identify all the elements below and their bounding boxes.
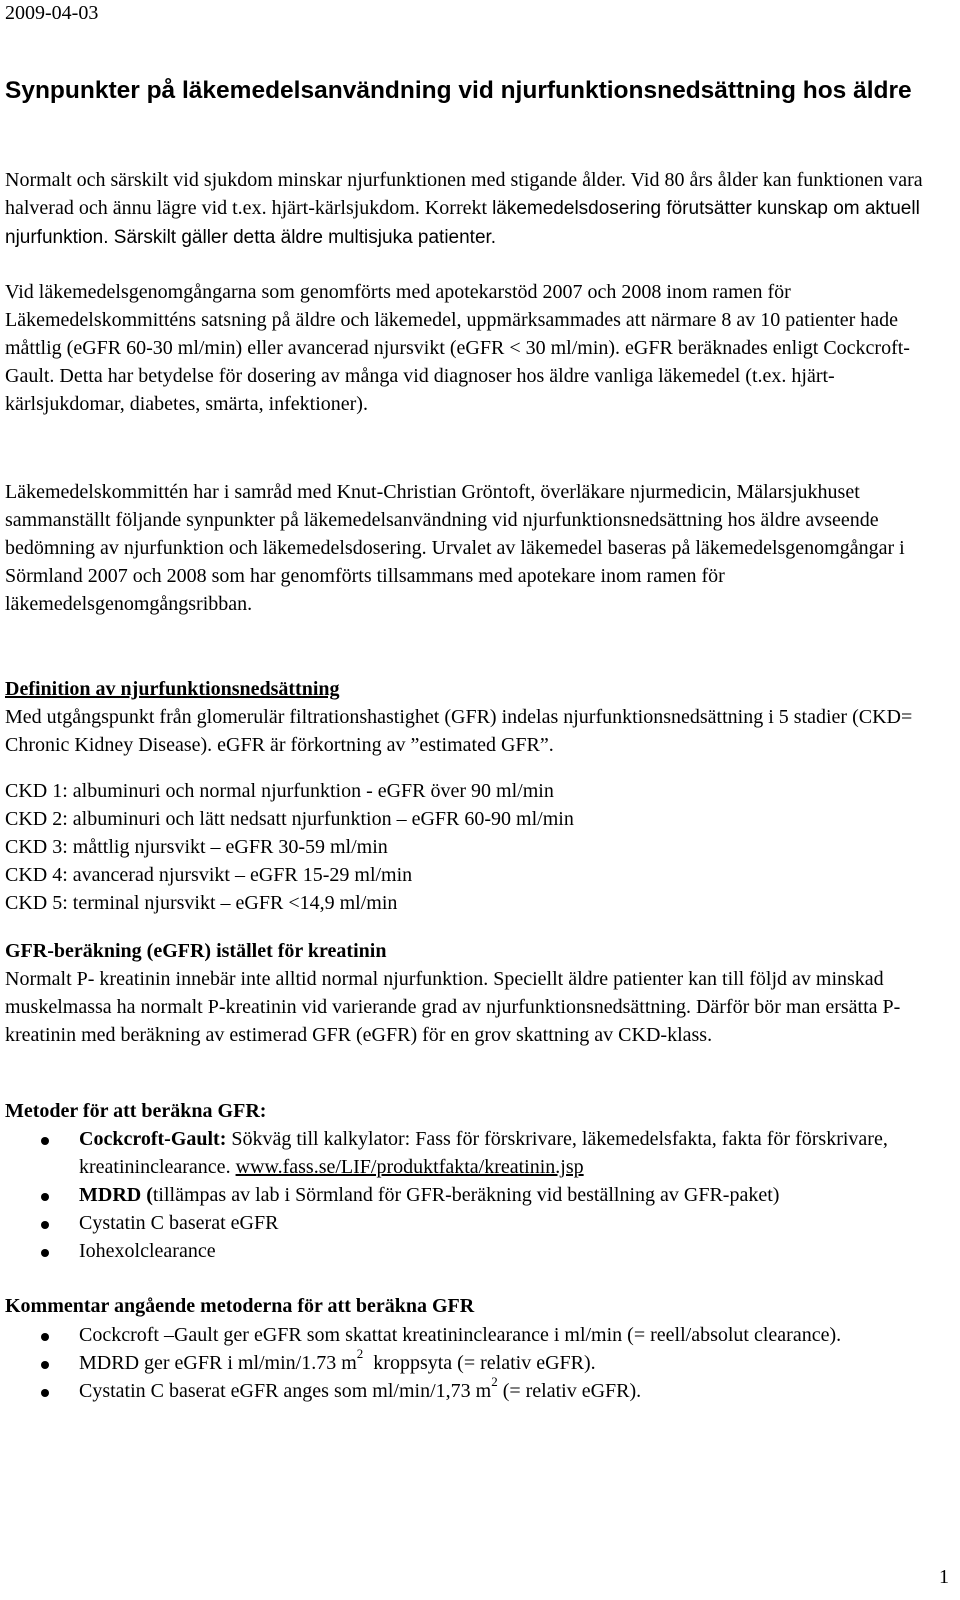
comment-text: kroppsyta (= relativ eGFR).: [363, 1352, 596, 1374]
method-cockcroft-gault: [5, 1125, 950, 1181]
fass-link[interactable]: www.fass.se/LIF/produktfakta/kreatinin.jsp: [235, 1156, 584, 1178]
method-mdrd: [5, 1181, 950, 1209]
method-text: tillämpas av lab i Sörmland för GFR-beräkning vid beställning av GFR-paket): [152, 1184, 780, 1206]
document-title: Synpunkter på läkemedelsanvändning vid njurfunktionsnedsättning hos äldre: [5, 77, 912, 104]
definition-text: Med utgångspunkt från glomerulär filtrationshastighet (GFR) indelas njurfunktionsnedsättning i 5 stadier (CKD= Chronic Kidney Disease). eGFR är förkortning av ”estimated GFR”.: [5, 706, 913, 756]
method-bold-label: MDRD (: [79, 1184, 153, 1206]
ckd-stage-2: CKD 2: albuminuri och lätt nedsatt njurfunktion – eGFR 60-90 ml/min: [5, 808, 574, 830]
methods-heading: Metoder för att beräkna GFR:: [5, 1100, 267, 1122]
gfr-text: Normalt P- kreatinin innebär inte alltid normal njurfunktion. Speciellt äldre patienter kan till följd av minskad muskelmassa ha normalt P-kreatinin vid varierande grad av njurfunktionsnedsättning. Därför bör man ersätta P-kreatinin med beräkning av estimerad GFR (eGFR) för en grov skattning av CKD-klass.: [5, 968, 901, 1046]
method-text: Sökväg till kalkylator: Fass för förskrivare, läkemedelsfakta, fakta för förskrivare, kreatininclearance.: [79, 1128, 888, 1178]
intro-serif-text: Normalt och särskilt vid sjukdom minskar njurfunktionen med stigande ålder. Vid 80 års ålder kan funktionen vara halverad och ännu lägre vid t.ex. hjärt-kärlsjukdom. Korrekt: [5, 169, 923, 219]
comment-text: Cystatin C baserat eGFR anges som ml/min/1,73 m: [79, 1380, 492, 1402]
comment-text: MDRD ger eGFR i ml/min/1.73 m: [79, 1352, 357, 1374]
method-bold-label: Cockcroft-Gault:: [79, 1128, 227, 1150]
intro-paragraph: [5, 166, 950, 252]
method-iohexolclearance: [5, 1237, 950, 1265]
ckd-stage-4: CKD 4: avancerad njursvikt – eGFR 15-29 ml/min: [5, 864, 413, 886]
ckd-stage-5: CKD 5: terminal njursvikt – eGFR <14,9 ml/min: [5, 892, 398, 914]
method-cystatin-c: [5, 1209, 950, 1237]
comment-text: (= relativ eGFR).: [497, 1380, 642, 1402]
document-date: 2009-04-03: [5, 2, 99, 24]
superscript: 2: [356, 1346, 364, 1362]
definition-section: [5, 675, 950, 759]
ckd-stage-1: CKD 1: albuminuri och normal njurfunktion - eGFR över 90 ml/min: [5, 780, 554, 802]
comments-heading: Kommentar angående metoderna för att beräkna GFR: [5, 1295, 475, 1317]
ckd-stage-list: [5, 777, 950, 917]
methods-list: [5, 1125, 950, 1265]
comment-mdrd: [5, 1346, 950, 1377]
page-number: 1: [939, 1566, 949, 1588]
method-text: Iohexolclearance: [79, 1240, 216, 1262]
definition-heading: Definition av njurfunktionsnedsättning: [5, 678, 340, 700]
comment-cystatin: [5, 1374, 950, 1405]
method-text: Cystatin C baserat eGFR: [79, 1212, 279, 1234]
findings-paragraph: Vid läkemedelsgenomgångarna som genomförts med apotekarstöd 2007 och 2008 inom ramen för Läkemedelskommitténs satsning på äldre och läkemedel, uppmärksammades att närmare 8 av 10 patienter hade måttlig (eGFR 60-30 ml/min) eller avancerad njursvikt (eGFR < 30 ml/min). eGFR beräknades enligt Cockcroft-Gault. Detta har betydelse för dosering av många vid diagnoser hos äldre vanliga läkemedel (t.ex. hjärt-kärlsjukdomar, diabetes, smärta, infektioner).: [5, 281, 910, 415]
gfr-heading: GFR-beräkning (eGFR) istället för kreatinin: [5, 940, 387, 962]
superscript: 2: [491, 1374, 498, 1390]
comment-cockcroft: [5, 1321, 950, 1349]
intro-sans-text: läkemedelsdosering förutsätter kunskap om aktuell njurfunktion. Särskilt gäller detta äldre multisjuka patienter.: [5, 198, 920, 248]
committee-paragraph: Läkemedelskommittén har i samråd med Knut-Christian Gröntoft, överläkare njurmedicin, Mälarsjukhuset sammanställt följande synpunkter på läkemedelsanvändning vid njurfunktionsnedsättning hos äldre avseende bedömning av njurfunktion och läkemedelsdosering. Urvalet av läkemedel baseras på läkemedelsgenomgångar i Sörmland 2007 och 2008 som har genomförts tillsammans med apotekare inom ramen för läkemedelsgenomgångsribban.: [5, 481, 905, 615]
comments-list: [5, 1321, 950, 1405]
ckd-stage-3: CKD 3: måttlig njursvikt – eGFR 30-59 ml/min: [5, 836, 388, 858]
comment-text: Cockcroft –Gault ger eGFR som skattat kreatininclearance i ml/min (= reell/absolut clearance).: [79, 1324, 842, 1346]
gfr-section: [5, 937, 950, 1049]
